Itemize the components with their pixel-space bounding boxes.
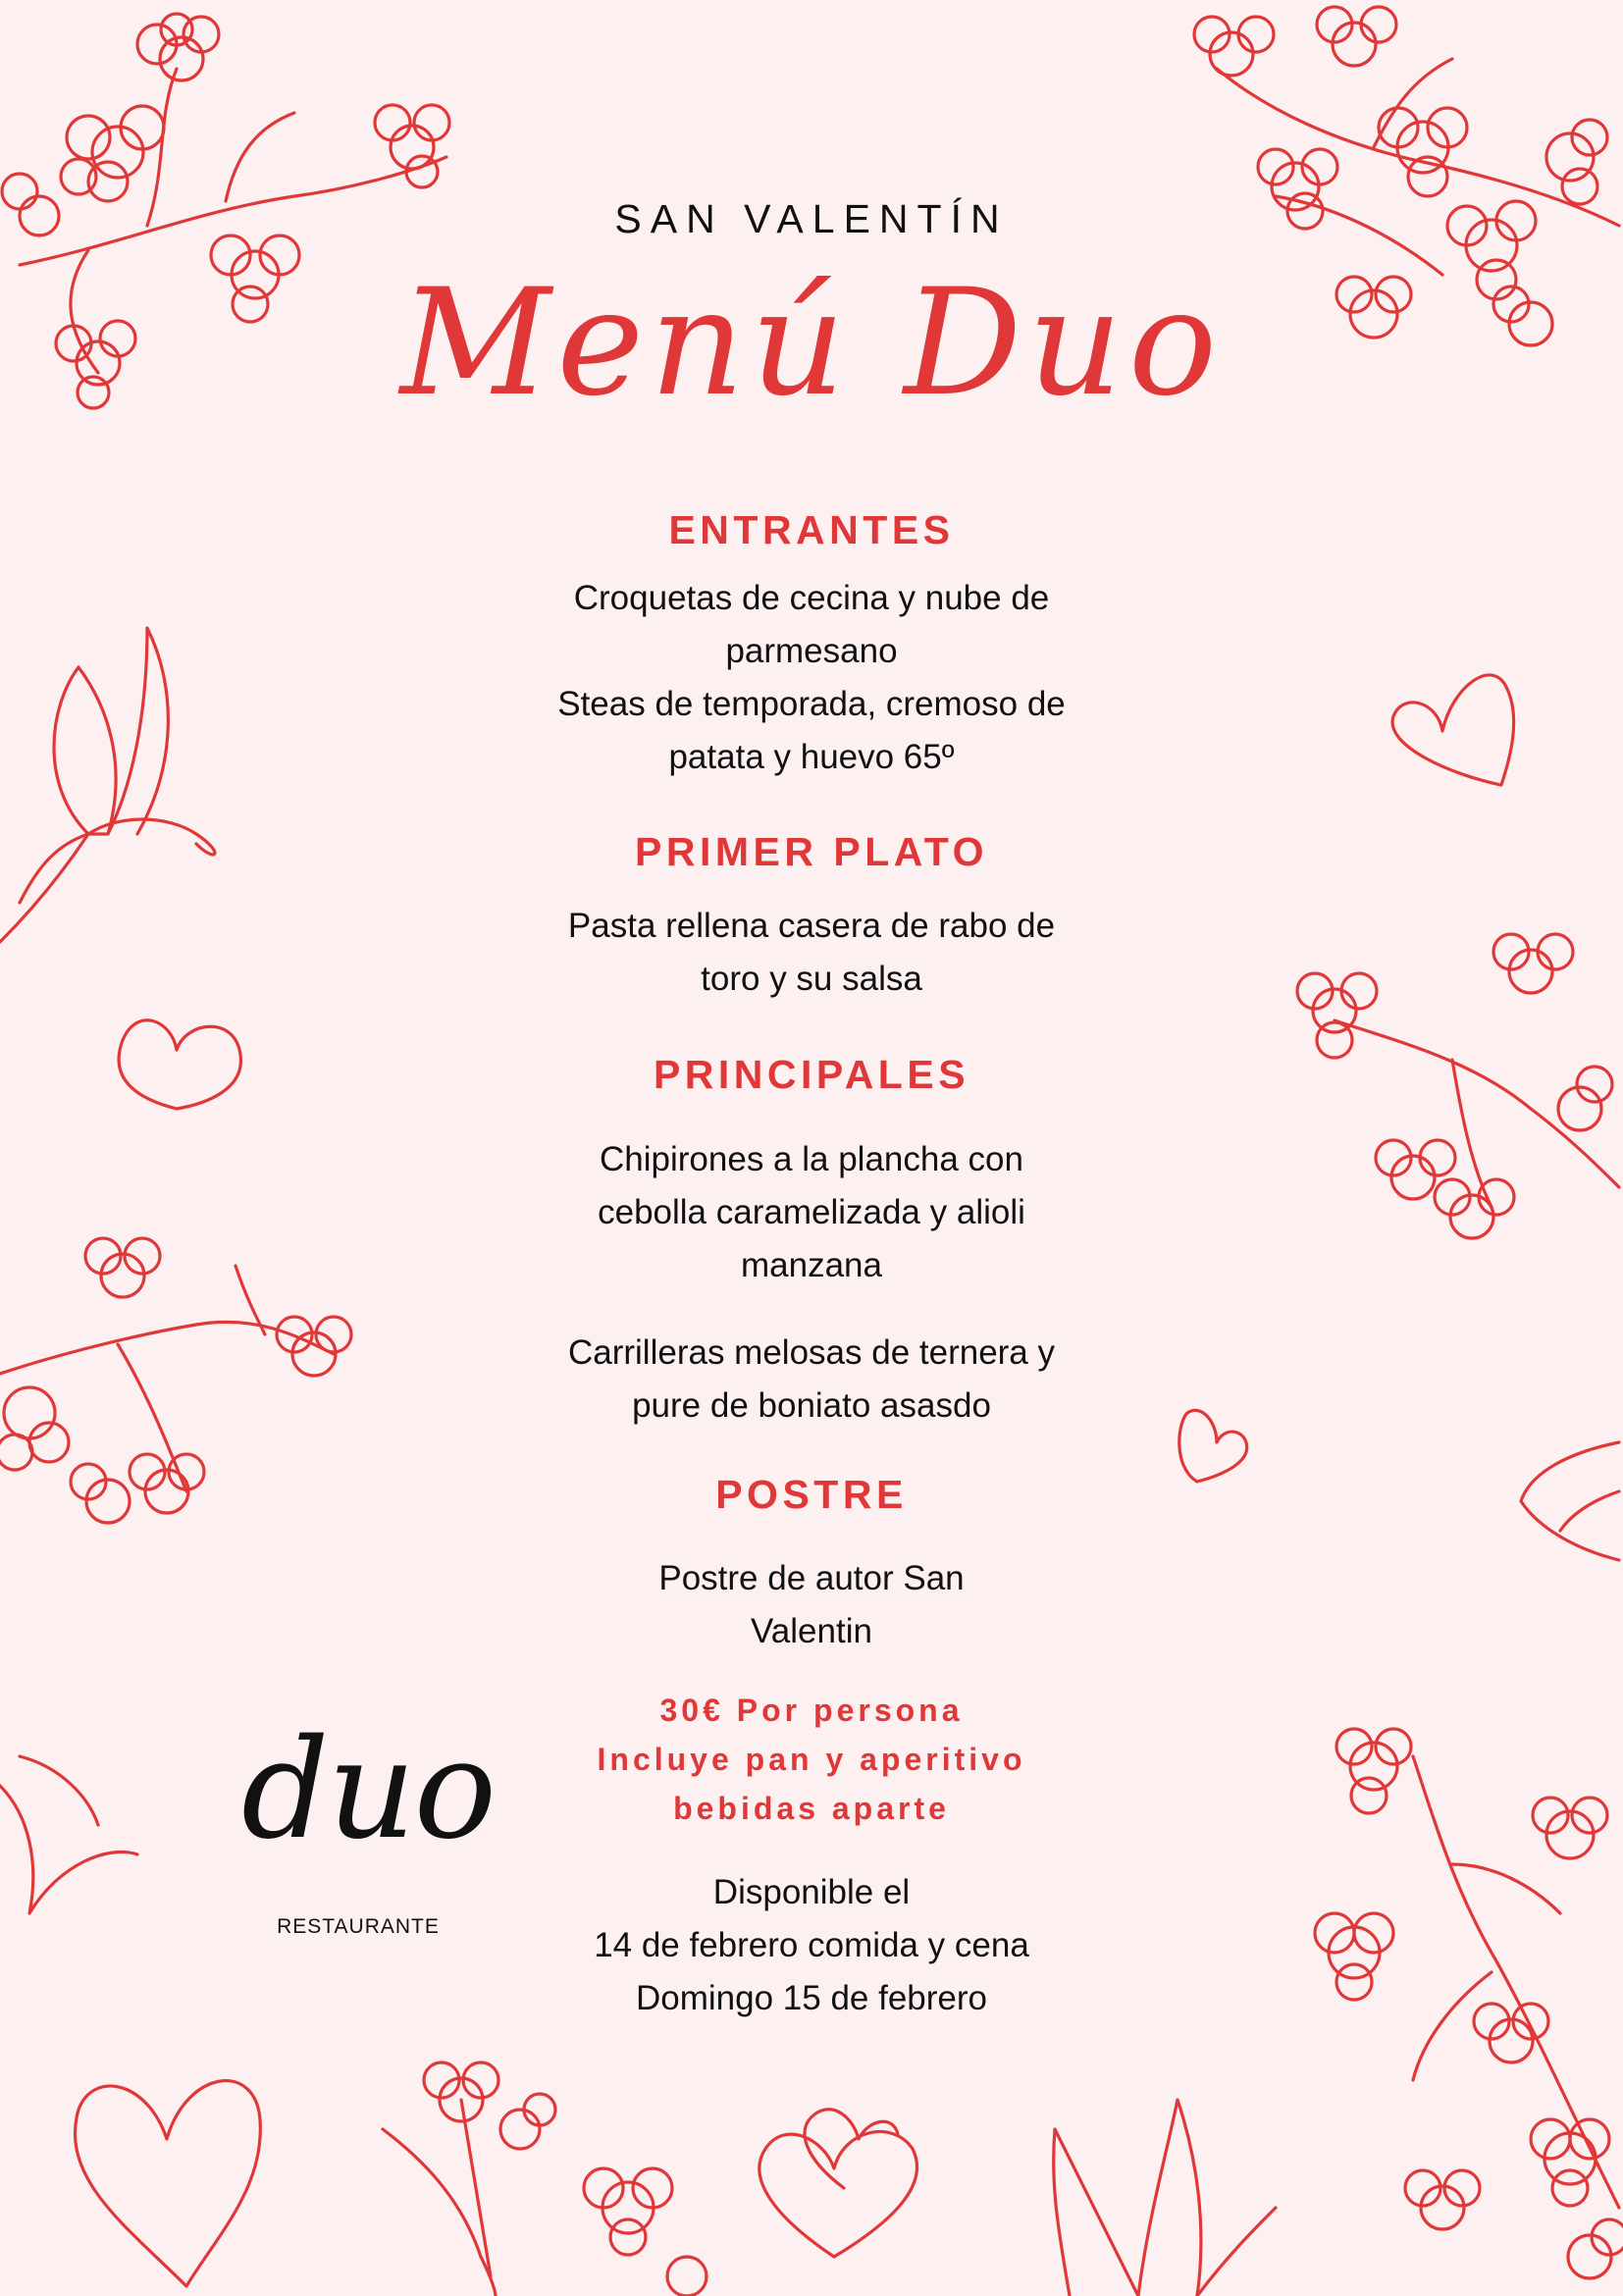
dish-line: Valentin xyxy=(751,1612,872,1650)
heart-icon xyxy=(119,1020,240,1109)
price-line: 30€ Por persona xyxy=(659,1693,964,1728)
section-heading-entrantes: ENTRANTES xyxy=(668,507,955,552)
dish-line: Croquetas de cecina y nube de xyxy=(573,579,1050,617)
restaurant-logo: duo xyxy=(240,1710,496,1870)
dish-line: Carrilleras melosas de ternera y xyxy=(567,1333,1055,1372)
dish-line: pure de boniato asasdo xyxy=(632,1386,991,1425)
dish-line: cebolla caramelizada y alioli xyxy=(598,1193,1025,1231)
dish-line: patata y huevo 65º xyxy=(668,738,955,776)
availability-line: Disponible el xyxy=(712,1873,911,1911)
heart-icon xyxy=(805,2110,898,2188)
menu-eyebrow: SAN VALENTÍN xyxy=(614,196,1009,241)
heart-icon xyxy=(1392,675,1514,785)
section-heading-primer-plato: PRIMER PLATO xyxy=(635,829,988,874)
availability-line: Domingo 15 de febrero xyxy=(636,1979,987,2017)
restaurant-logo-subtitle: RESTAURANTE xyxy=(277,1915,440,1938)
menu-title: Menú Duo xyxy=(399,258,1224,429)
dish-line: parmesano xyxy=(725,632,898,670)
section-heading-principales: PRINCIPALES xyxy=(653,1052,970,1097)
dish-line: manzana xyxy=(741,1246,882,1284)
heart-icon xyxy=(76,2081,261,2286)
dish-line: Postre de autor San xyxy=(658,1559,965,1597)
price-drinks-note: bebidas aparte xyxy=(673,1791,950,1826)
availability-line: 14 de febrero comida y cena xyxy=(594,1926,1029,1964)
heart-icon xyxy=(759,2132,917,2257)
bottom-flower-branch-icon xyxy=(383,2062,707,2296)
bottom-left-flower-bud-icon xyxy=(0,1756,137,1913)
bottom-right-flower-branch-icon xyxy=(1315,1729,1623,2278)
section-heading-postre: POSTRE xyxy=(715,1472,908,1517)
bottom-flower-bud-icon xyxy=(1054,2100,1276,2296)
price-includes: Incluye pan y aperitivo xyxy=(597,1742,1026,1777)
dish-line: Pasta rellena casera de rabo de xyxy=(567,907,1056,945)
left-flower-bud-icon xyxy=(0,628,215,942)
left-lower-flower-branch-icon xyxy=(0,1238,351,1523)
dish-line: Steas de temporada, cremoso de xyxy=(557,685,1066,723)
dish-line: Chipirones a la plancha con xyxy=(600,1140,1023,1178)
dish-line: toro y su salsa xyxy=(701,960,922,998)
right-flower-branch-icon xyxy=(1297,934,1619,1238)
right-flower-bud-icon xyxy=(1521,1442,1619,1560)
